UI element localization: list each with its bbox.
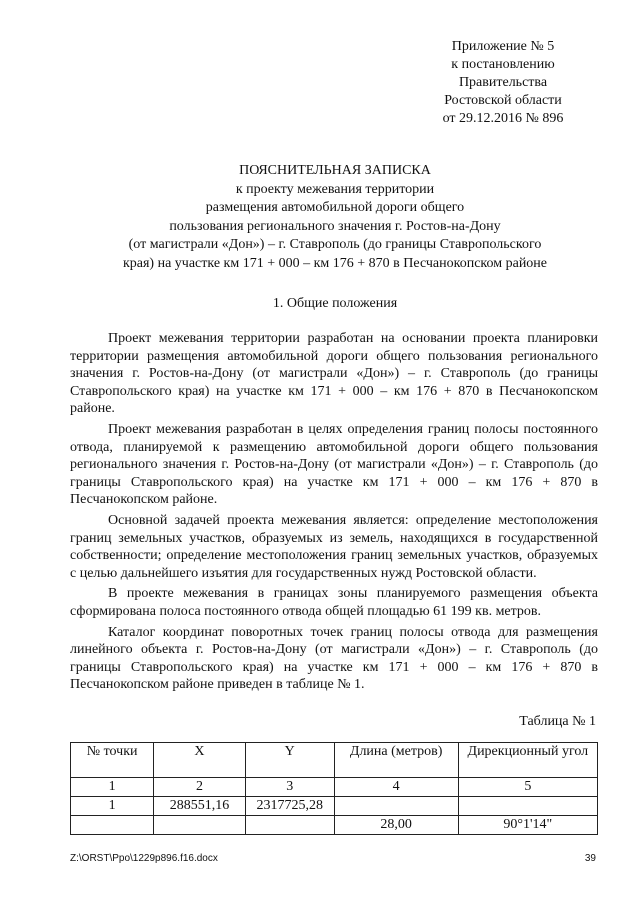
table-cell: 1 (71, 778, 154, 797)
table-row (71, 797, 598, 816)
title-line: (от магистрали «Дон») – г. Ставрополь (до границы Ставропольского (128, 237, 542, 252)
table-row (71, 816, 598, 835)
table-row (71, 778, 598, 797)
paragraph: В проекте межевания в границах зоны планируемого размещения объекта сформирована полоса постоянного отвода общей площадью 61 199 кв. метров. (70, 586, 598, 619)
title-line: края) на участке км 171 + 000 – км 176 + 870 в Песчанокопском районе (122, 255, 548, 271)
paragraph: Проект межевания территории разработан на основании проекта планировки территории размещения автомобильной дороги общего пользования регионального значения г. Ростов-на-Дону (от магистрали «Дон») – г. Ставрополь (до границы Ставропольского края) на участке км 171 + 000 – км 176 + 870 в Песчанокопском районе. (70, 331, 598, 417)
table-header-cell: Дирекционный угол (458, 743, 597, 778)
page-number: 39 (584, 853, 596, 864)
table-cell: 3 (245, 778, 334, 797)
table-cell: 28,00 (334, 816, 458, 835)
annex-line: Ростовской области (444, 93, 562, 108)
table-cell (458, 797, 597, 816)
annex-line: Приложение № 5 (451, 39, 555, 54)
table-header-cell: X (154, 743, 246, 778)
paragraph: Проект межевания разработан в целях определения границ полосы постоянного отвода, планируемой к размещению автомобильной дороги общего пользования регионального значения г. Ростов-на-Дону (от магистрали «Дон») – г. Ставрополь (до границы Ставропольского края) на участке км 171 + 000 – км 176 + 870 в Песчанокопском районе. (70, 421, 598, 508)
table-cell: 1 (71, 797, 154, 816)
table-cell (245, 816, 334, 835)
table-cell: 2 (154, 778, 246, 797)
table-header-cell: Длина (метров) (334, 743, 458, 778)
table-cell (154, 816, 246, 835)
annex-line: от 29.12.2016 № 896 (442, 111, 564, 126)
table-header-row (71, 743, 598, 778)
document-title (70, 162, 600, 273)
table-cell: 90°1'14" (458, 816, 597, 835)
title-line: пользования регионального значения г. Ростов-на-Дону (169, 218, 501, 234)
title-line: к проекту межевания территории (235, 181, 435, 197)
table-cell: 5 (458, 778, 597, 797)
table-header-cell: Y (245, 743, 334, 778)
annex-block (418, 38, 588, 128)
table-label: Таблица № 1 (519, 714, 596, 729)
title-heading: ПОЯСНИТЕЛЬНАЯ ЗАПИСКА (239, 163, 431, 178)
table-cell (334, 797, 458, 816)
title-line: размещения автомобильной дороги общего (205, 200, 465, 215)
section-heading: 1. Общие положения (272, 296, 398, 311)
table-cell (71, 816, 154, 835)
table-cell: 288551,16 (154, 797, 246, 816)
paragraph: Каталог координат поворотных точек границ полосы отвода для размещения линейного объекта г. Ростов-на-Дону (от магистрали «Дон») – г. Ставрополь (до границы Ставропольского края) на участке км 171 + 000 – км 176 + 870 в Песчанокопском районе приведен в таблице № 1. (70, 624, 598, 693)
annex-line: к постановлению (451, 57, 555, 72)
table-header-cell: № точки (71, 743, 154, 778)
coordinates-table (70, 742, 598, 835)
footer-file-path: Z:\ORST\Ppo\1229p896.f16.docx (70, 853, 218, 864)
body-text (70, 330, 598, 697)
annex-line: Правительства (458, 75, 548, 90)
paragraph: Основной задачей проекта межевания является: определение местоположения границ земельных участков, образуемых из земель, находящихся в государственной собственности; определение местоположения границ земельных участков, образуемых с целью дальнейшего изъятия для государственных нужд Ростовской области. (70, 512, 598, 581)
table-cell: 4 (334, 778, 458, 797)
table-cell: 2317725,28 (245, 797, 334, 816)
